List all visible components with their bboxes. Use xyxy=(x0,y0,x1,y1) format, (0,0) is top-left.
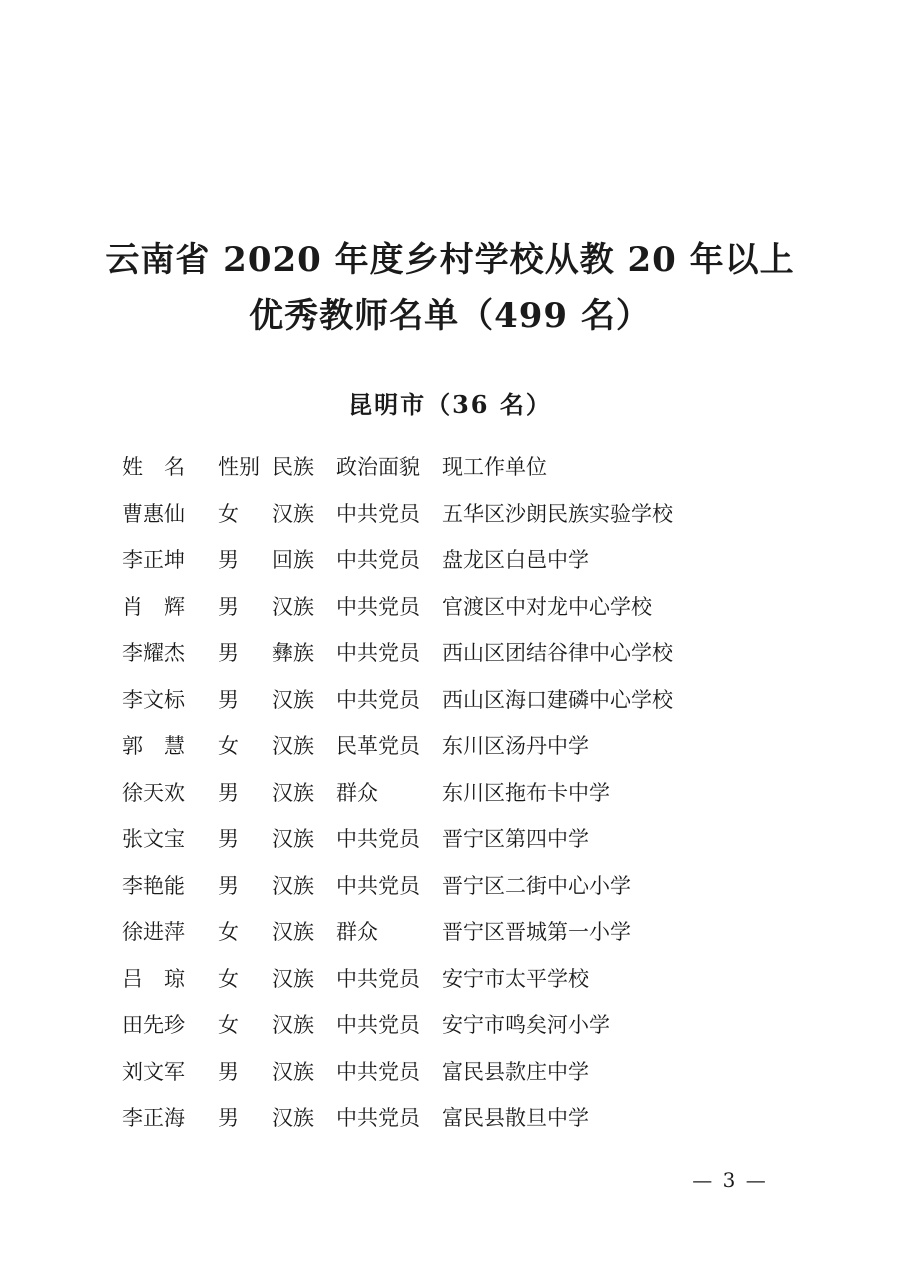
header-gender: 性别 xyxy=(218,455,260,479)
cell-work-unit: 盘龙区白邑中学 xyxy=(442,548,589,572)
cell-work-unit: 东川区汤丹中学 xyxy=(442,734,589,758)
cell-gender: 男 xyxy=(218,780,239,805)
table-row xyxy=(0,871,900,918)
table-row xyxy=(0,778,900,825)
table-row xyxy=(0,824,900,871)
cell-gender: 女 xyxy=(218,1013,239,1037)
cell-gender: 女 xyxy=(218,734,239,758)
cell-ethnicity: 彝族 xyxy=(272,641,314,665)
table-row xyxy=(0,1057,900,1104)
table-row xyxy=(0,545,900,592)
table-row xyxy=(0,499,900,546)
cell-political-status: 中共党员 xyxy=(336,641,420,665)
header-work-unit: 现工作单位 xyxy=(442,455,547,479)
cell-work-unit: 西山区团结谷律中心学校 xyxy=(442,641,673,665)
cell-name: 郭 慧 xyxy=(122,734,185,758)
cell-name: 李耀杰 xyxy=(122,641,185,665)
cell-gender: 男 xyxy=(218,548,239,572)
table-row xyxy=(0,1103,900,1150)
cell-gender: 女 xyxy=(218,501,239,526)
cell-gender: 男 xyxy=(218,687,239,712)
table-row xyxy=(0,592,900,639)
cell-name: 曹惠仙 xyxy=(122,501,185,526)
header-ethnicity: 民族 xyxy=(272,455,314,479)
section-heading: 昆明市（36 名） xyxy=(348,390,552,419)
page-number: — 3 — xyxy=(692,1168,768,1192)
cell-gender: 男 xyxy=(218,594,239,619)
cell-work-unit: 晋宁区二街中心小学 xyxy=(442,873,631,898)
cell-name: 李艳能 xyxy=(122,873,185,898)
cell-political-status: 群众 xyxy=(336,780,378,805)
cell-work-unit: 富民县散旦中学 xyxy=(442,1106,589,1130)
cell-name: 徐进萍 xyxy=(122,920,185,944)
cell-work-unit: 官渡区中对龙中心学校 xyxy=(442,594,652,619)
cell-work-unit: 东川区拖布卡中学 xyxy=(442,780,610,805)
cell-name: 李正坤 xyxy=(122,548,185,572)
cell-name: 刘文军 xyxy=(122,1059,185,1084)
cell-political-status: 群众 xyxy=(336,920,378,944)
cell-political-status: 中共党员 xyxy=(336,1059,420,1084)
cell-work-unit: 晋宁区第四中学 xyxy=(442,827,589,851)
cell-name: 肖 辉 xyxy=(122,594,185,619)
cell-ethnicity: 汉族 xyxy=(272,1059,314,1084)
cell-work-unit: 安宁市太平学校 xyxy=(442,966,589,991)
document-title-line-2: 优秀教师名单（499 名） xyxy=(249,296,651,336)
cell-work-unit: 五华区沙朗民族实验学校 xyxy=(442,501,673,526)
cell-ethnicity: 汉族 xyxy=(272,920,314,944)
cell-political-status: 民革党员 xyxy=(336,734,420,758)
cell-ethnicity: 汉族 xyxy=(272,594,314,619)
header-political-status: 政治面貌 xyxy=(336,455,420,479)
table-row xyxy=(0,731,900,778)
cell-political-status: 中共党员 xyxy=(336,827,420,851)
cell-name: 张文宝 xyxy=(122,827,185,851)
cell-ethnicity: 汉族 xyxy=(272,1106,314,1130)
table-row xyxy=(0,964,900,1011)
cell-ethnicity: 回族 xyxy=(272,548,314,572)
cell-political-status: 中共党员 xyxy=(336,548,420,572)
cell-name: 徐天欢 xyxy=(122,780,185,805)
cell-work-unit: 西山区海口建磷中心学校 xyxy=(442,687,673,712)
cell-ethnicity: 汉族 xyxy=(272,501,314,526)
table-row xyxy=(0,685,900,732)
cell-political-status: 中共党员 xyxy=(336,1106,420,1130)
cell-political-status: 中共党员 xyxy=(336,687,420,712)
table-row xyxy=(0,917,900,964)
cell-work-unit: 晋宁区晋城第一小学 xyxy=(442,920,631,944)
cell-political-status: 中共党员 xyxy=(336,501,420,526)
cell-ethnicity: 汉族 xyxy=(272,687,314,712)
cell-work-unit: 富民县款庄中学 xyxy=(442,1059,589,1084)
cell-gender: 女 xyxy=(218,920,239,944)
cell-gender: 男 xyxy=(218,1106,239,1130)
cell-gender: 男 xyxy=(218,1059,239,1084)
cell-ethnicity: 汉族 xyxy=(272,827,314,851)
cell-political-status: 中共党员 xyxy=(336,1013,420,1037)
cell-ethnicity: 汉族 xyxy=(272,873,314,898)
cell-work-unit: 安宁市鸣矣河小学 xyxy=(442,1013,610,1037)
cell-name: 田先珍 xyxy=(122,1013,185,1037)
cell-political-status: 中共党员 xyxy=(336,966,420,991)
table-row xyxy=(0,638,900,685)
cell-name: 李正海 xyxy=(122,1106,185,1130)
cell-name: 吕 琼 xyxy=(122,966,185,991)
cell-political-status: 中共党员 xyxy=(336,594,420,619)
cell-political-status: 中共党员 xyxy=(336,873,420,898)
cell-gender: 男 xyxy=(218,641,239,665)
cell-gender: 男 xyxy=(218,827,239,851)
cell-name: 李文标 xyxy=(122,687,185,712)
cell-ethnicity: 汉族 xyxy=(272,1013,314,1037)
table-header-row xyxy=(0,452,900,499)
cell-ethnicity: 汉族 xyxy=(272,780,314,805)
document-title-line-1: 云南省 2020 年度乡村学校从教 20 年以上 xyxy=(105,240,795,280)
cell-ethnicity: 汉族 xyxy=(272,734,314,758)
cell-ethnicity: 汉族 xyxy=(272,966,314,991)
table-row xyxy=(0,1010,900,1057)
cell-gender: 女 xyxy=(218,966,239,991)
cell-gender: 男 xyxy=(218,873,239,898)
teacher-list-table xyxy=(0,452,900,1150)
header-name: 姓 名 xyxy=(122,455,185,479)
